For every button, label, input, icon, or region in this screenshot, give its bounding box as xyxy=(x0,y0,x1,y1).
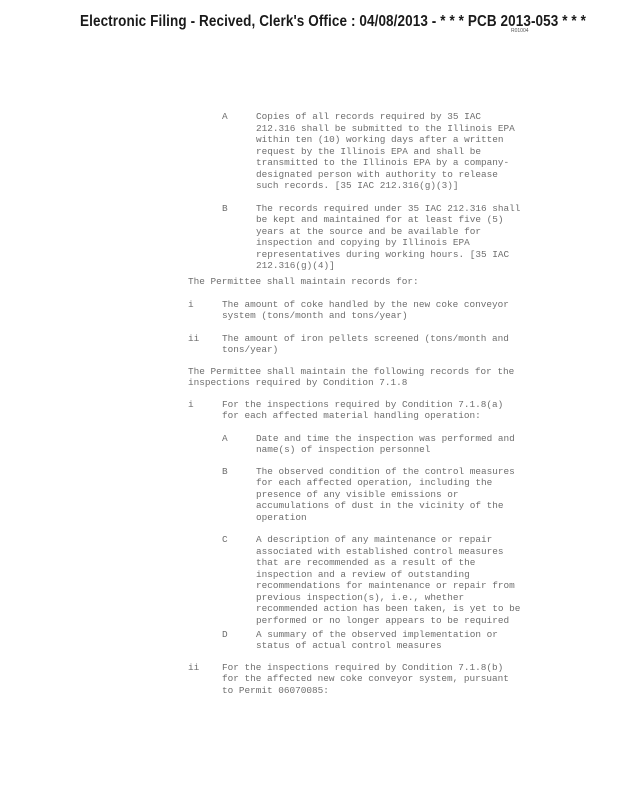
list-item-text: request by the Illinois EPA and shall be xyxy=(256,146,482,157)
list-marker: i xyxy=(188,399,194,410)
list-item-text: within ten (10) working days after a written xyxy=(256,134,504,145)
list-item-text: presence of any visible emissions or xyxy=(256,489,459,500)
list-item-text: Copies of all records required by 35 IAC xyxy=(256,111,482,122)
list-marker: ii xyxy=(188,662,200,673)
list-item-text: for the affected new coke conveyor system, pursuant xyxy=(222,673,509,684)
list-marker: C xyxy=(222,534,228,545)
list-item-text: system (tons/month and tons/year) xyxy=(222,310,408,321)
list-item-text: designated person with authority to release xyxy=(256,169,498,180)
list-item-text: The records required under 35 IAC 212.316 shall xyxy=(256,203,521,214)
list-item-text: 212.316 shall be submitted to the Illinois EPA xyxy=(256,123,515,134)
list-item-text: inspection and copying by Illinois EPA xyxy=(256,237,470,248)
list-item-text: The amount of iron pellets screened (tons/month and xyxy=(222,333,509,344)
list-item-text: be kept and maintained for at least five (5) xyxy=(256,214,504,225)
list-marker: B xyxy=(222,203,228,214)
list-marker: i xyxy=(188,299,194,310)
paragraph: The Permittee shall maintain records for: xyxy=(188,276,419,287)
list-item-text: The amount of coke handled by the new coke conveyor xyxy=(222,299,509,310)
list-item-text: 212.316(g)(4)] xyxy=(256,260,335,271)
list-item-text: for each affected operation, including the xyxy=(256,477,493,488)
list-marker: ii xyxy=(188,333,200,344)
list-item-text: Date and time the inspection was performed and xyxy=(256,433,515,444)
list-item-text: years at the source and be available for xyxy=(256,226,482,237)
list-item-text: tons/year) xyxy=(222,344,279,355)
paragraph: The Permittee shall maintain the following records for the xyxy=(188,366,515,377)
list-marker: A xyxy=(222,433,228,444)
list-item-text: inspection and a review of outstanding xyxy=(256,569,470,580)
list-item-text: for each affected material handling operation: xyxy=(222,410,481,421)
list-item-text: associated with established control measures xyxy=(256,546,504,557)
filing-stamp: Electronic Filing - Recived, Clerk's Office : 04/08/2013 - * * * PCB 2013-053 * * * xyxy=(80,12,586,30)
list-item-text: A description of any maintenance or repair xyxy=(256,534,493,545)
list-item-text: transmitted to the Illinois EPA by a company- xyxy=(256,157,510,168)
list-item-text: A summary of the observed implementation or xyxy=(256,629,498,640)
list-item-text: accumulations of dust in the vicinity of the xyxy=(256,500,504,511)
list-item-text: such records. [35 IAC 212.316(g)(3)] xyxy=(256,180,459,191)
list-item-text: recommended action has been taken, is yet to be xyxy=(256,603,521,614)
list-item-text: performed or no longer appears to be required xyxy=(256,615,510,626)
list-marker: B xyxy=(222,466,228,477)
stamp-code: R01004 xyxy=(511,28,529,34)
list-item-text: status of actual control measures xyxy=(256,640,442,651)
list-item-text: to Permit 06070085: xyxy=(222,685,329,696)
list-item-text: recommendations for maintenance or repair from xyxy=(256,580,515,591)
list-marker: D xyxy=(222,629,228,640)
list-item-text: that are recommended as a result of the xyxy=(256,557,476,568)
list-item-text: operation xyxy=(256,512,307,523)
list-item-text: The observed condition of the control measures xyxy=(256,466,515,477)
list-item-text: previous inspection(s), i.e., whether xyxy=(256,592,465,603)
list-item-text: representatives during working hours. [35 IAC xyxy=(256,249,510,260)
list-item-text: For the inspections required by Condition 7.1.8(a) xyxy=(222,399,504,410)
list-item-text: For the inspections required by Condition 7.1.8(b) xyxy=(222,662,504,673)
paragraph: inspections required by Condition 7.1.8 xyxy=(188,377,408,388)
list-marker: A xyxy=(222,111,228,122)
list-item-text: name(s) of inspection personnel xyxy=(256,444,431,455)
